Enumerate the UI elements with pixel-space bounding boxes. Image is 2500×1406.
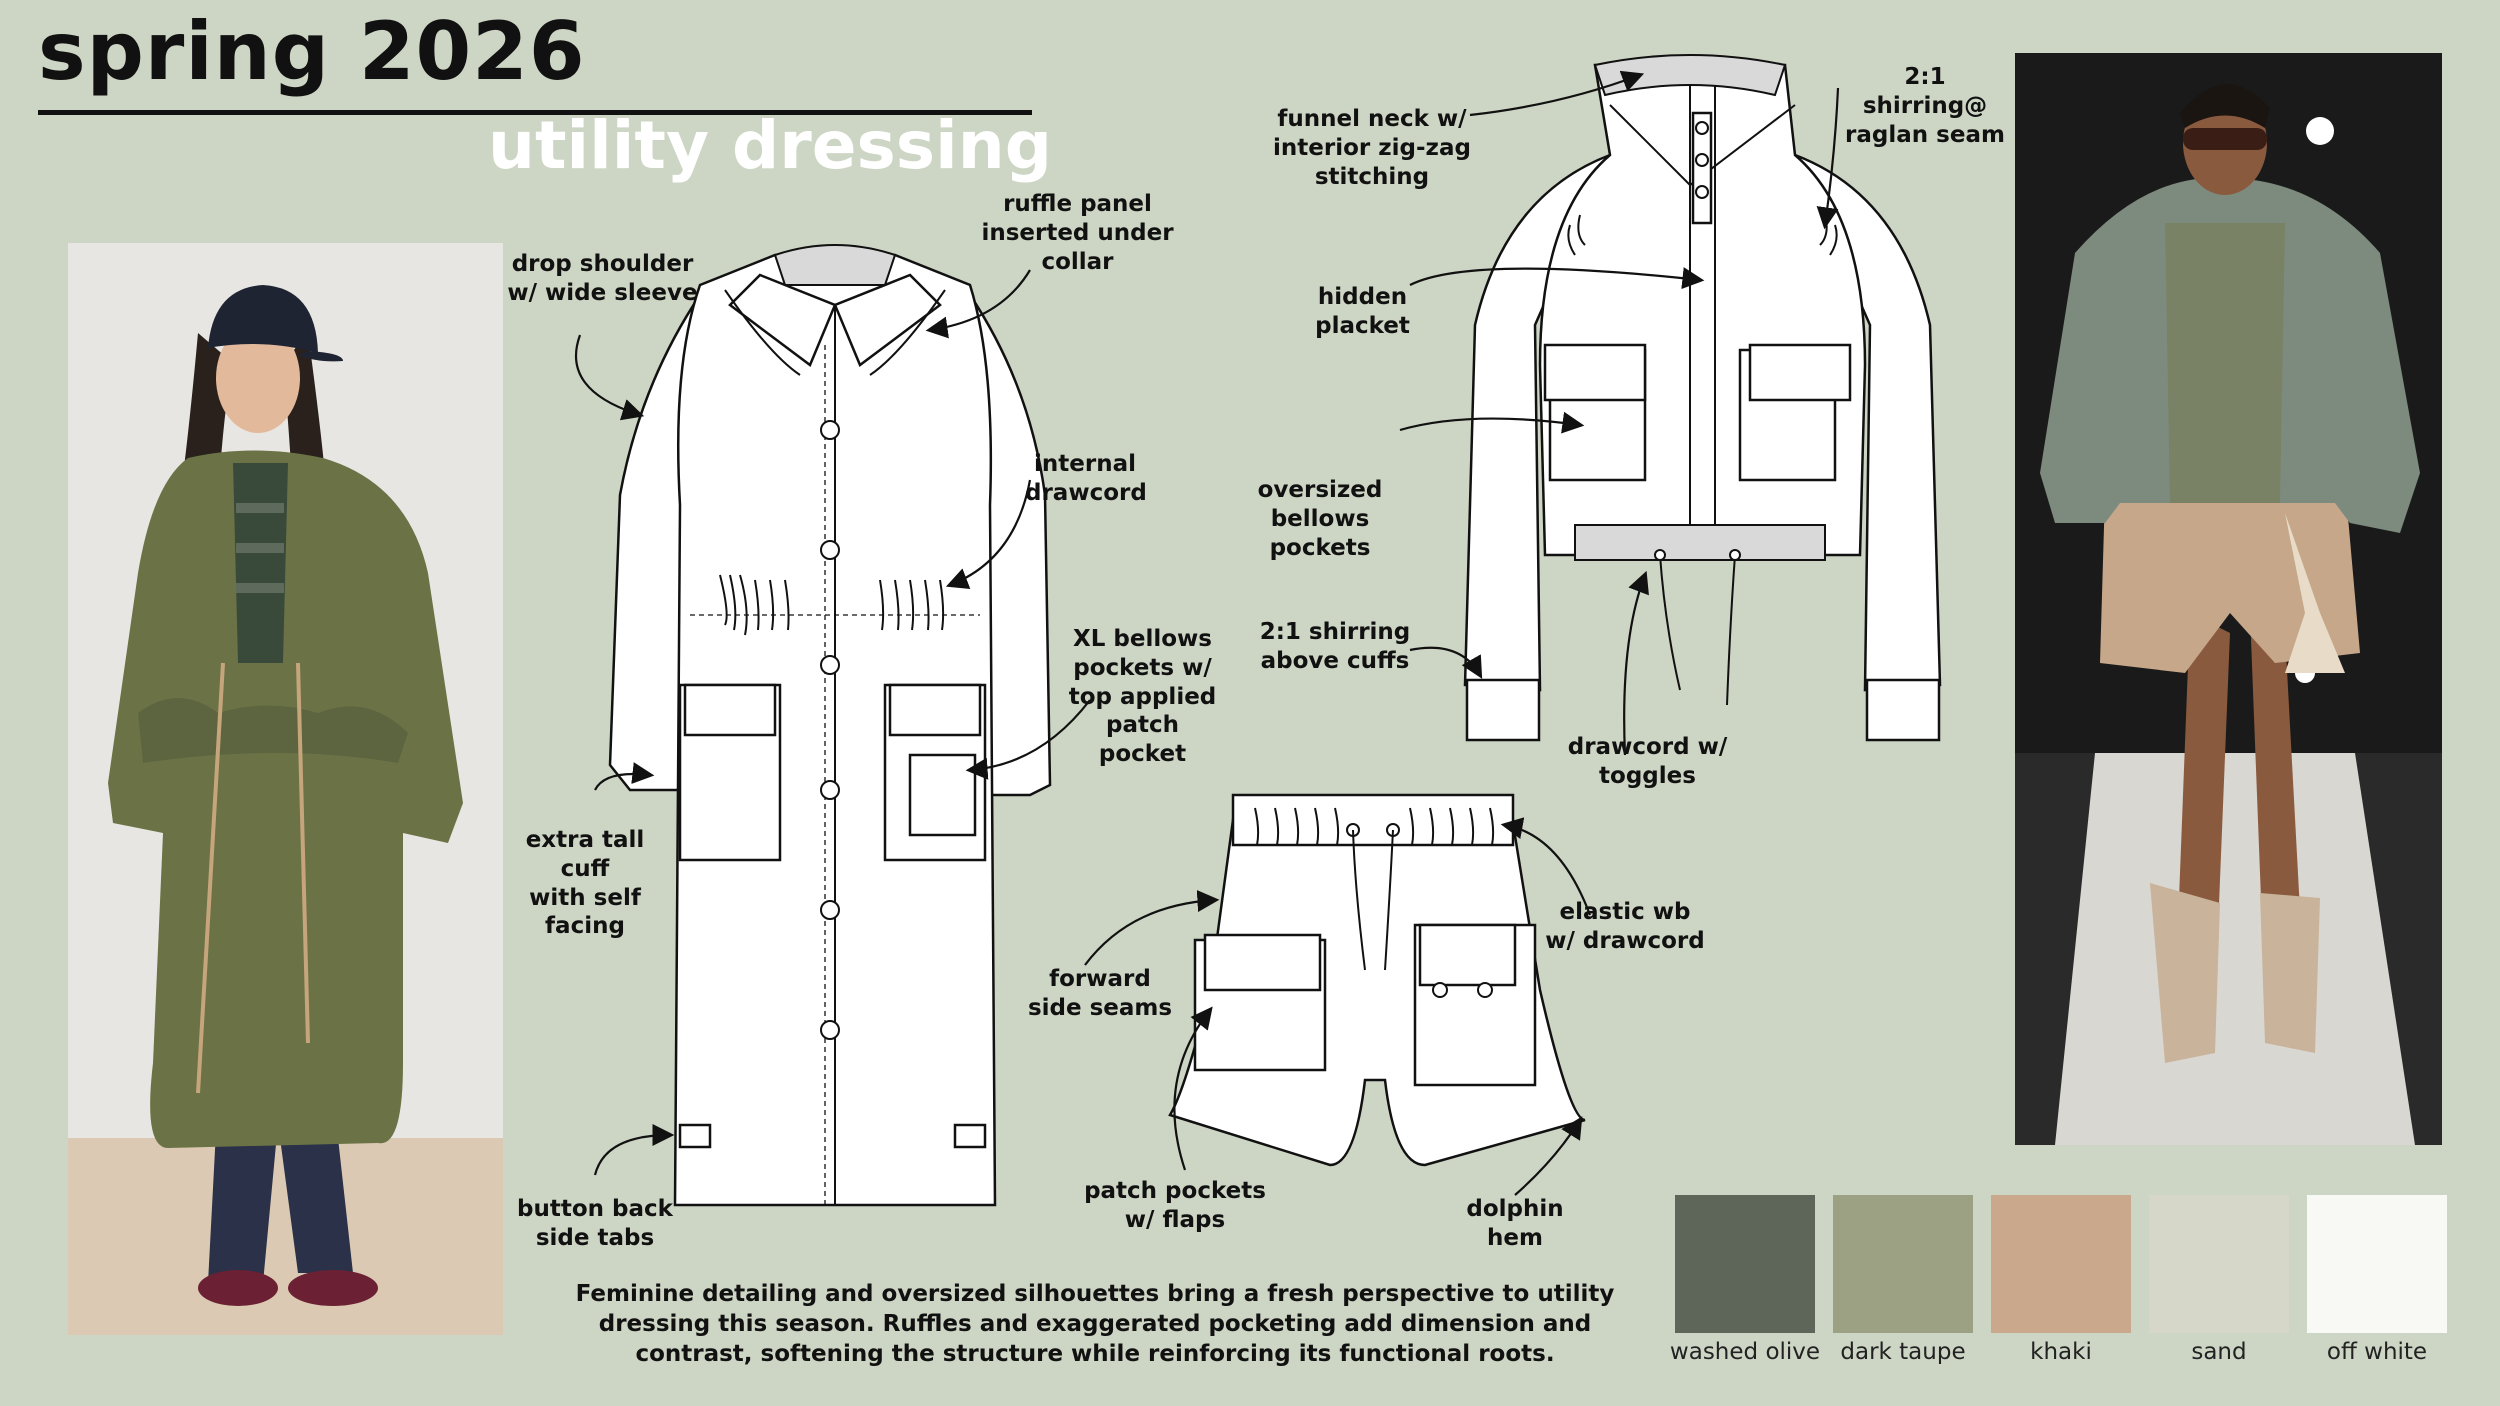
annotation-drawcord-toggles: drawcord w/ toggles	[1567, 734, 1728, 789]
swatch-label: dark taupe	[1840, 1339, 1966, 1365]
swatch-washed-olive	[1675, 1195, 1815, 1333]
annotation-extra-tall-cuff: extra tall cuff with self facing	[525, 827, 645, 940]
swatch-label: off white	[2326, 1339, 2428, 1365]
summary-text: Feminine detailing and oversized silhouettes bring a fresh perspective to utility dressing this season. Ruffles and exaggerated pocketing add dimension and contrast, softening the structure while reinforcing its functional roots.	[575, 1281, 1615, 1367]
annotation-xl-bellows: XL bellows pockets w/ top applied patch pocket	[1068, 626, 1217, 767]
annotation-ruffle-panel: ruffle panel inserted under collar	[981, 191, 1174, 275]
annotation-internal-drawcord: internal drawcord	[1025, 451, 1147, 506]
annotation-elastic-wb: elastic wb w/ drawcord	[1545, 899, 1705, 954]
annotation-oversized-bellows: oversized bellows pockets	[1257, 477, 1383, 561]
annotation-patch-pockets: patch pockets w/ flaps	[1084, 1178, 1266, 1233]
color-palette	[1669, 1195, 2475, 1375]
swatch-off-white	[2307, 1195, 2447, 1333]
annotation-funnel-neck: funnel neck w/ interior zig-zag stitching	[1273, 106, 1471, 190]
swatch-khaki	[1991, 1195, 2131, 1333]
swatch-label: khaki	[2030, 1339, 2092, 1365]
page-title: spring 2026	[38, 5, 586, 98]
annotation-hidden-placket: hidden placket	[1315, 284, 1410, 339]
swatch-label: washed olive	[1669, 1339, 1821, 1365]
swatch-dark-taupe	[1833, 1195, 1973, 1333]
swatch-label: sand	[2191, 1339, 2247, 1365]
annotation-forward-side-seams: forward side seams	[1027, 966, 1173, 1021]
annotation-button-back: button back side tabs	[517, 1196, 673, 1251]
page-subtitle: utility dressing	[488, 107, 1052, 184]
annotation-drop-shoulder: drop shoulder w/ wide sleeve	[507, 251, 698, 306]
annotation-shirring-cuffs: 2:1 shirring above cuffs	[1259, 619, 1411, 674]
swatch-sand	[2149, 1195, 2289, 1333]
annotation-dolphin-hem: dolphin hem	[1466, 1196, 1564, 1251]
annotation-shirring-raglan: 2:1 shirring@ raglan seam	[1845, 64, 2005, 148]
